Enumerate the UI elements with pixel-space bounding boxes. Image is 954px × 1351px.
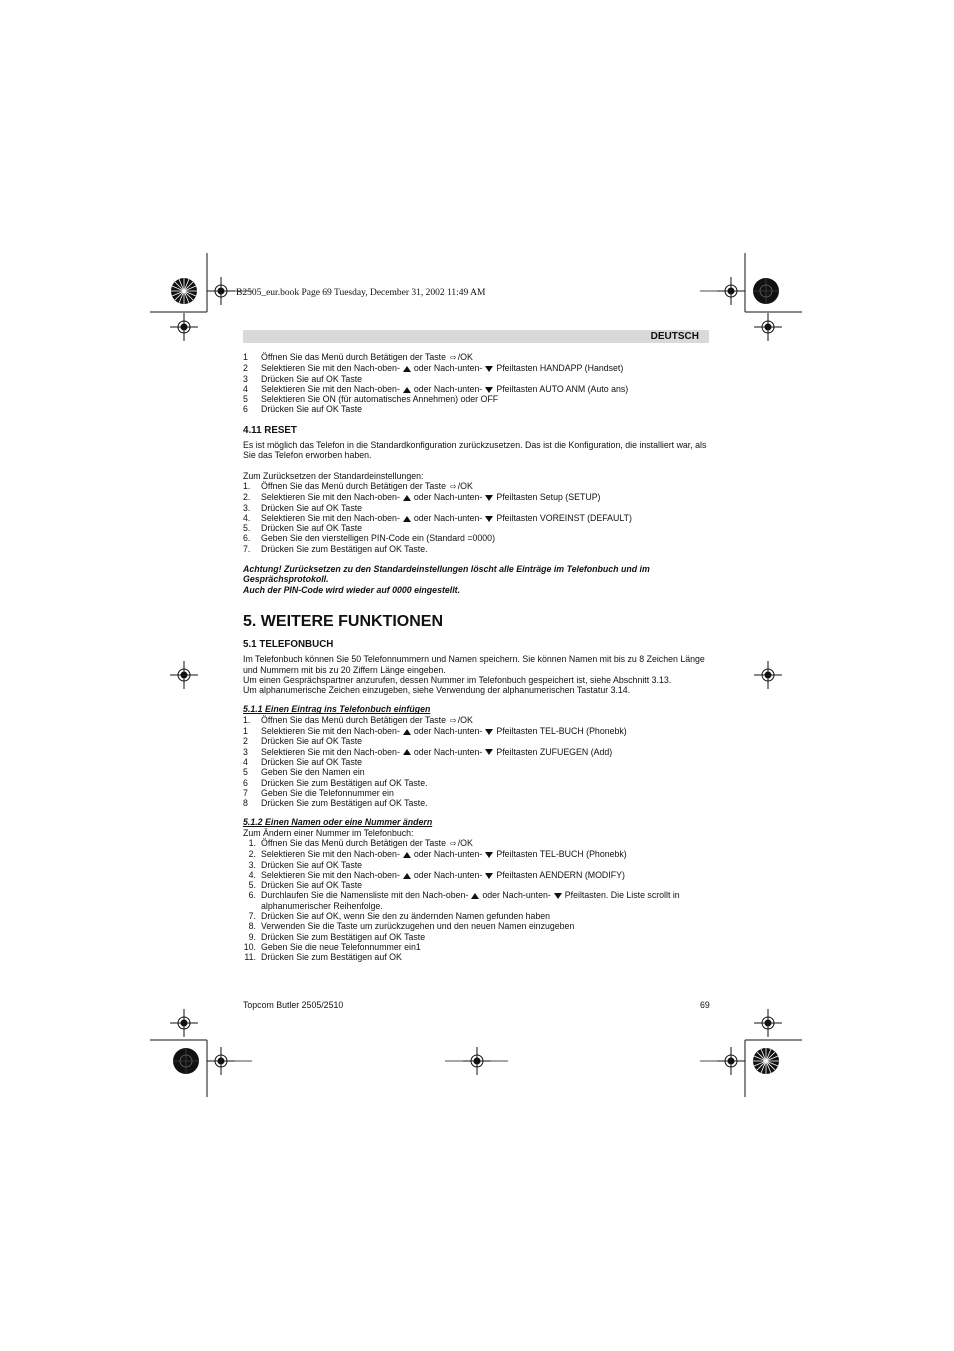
step-text-content: Drücken Sie zum Bestätigen auf OK Taste xyxy=(261,931,426,942)
step-text-m: oder Nach-unten- xyxy=(413,492,483,503)
step-text-content: Drücken Sie zum Bestätigen auf OK Taste. xyxy=(261,777,428,788)
step-text xyxy=(261,767,713,777)
step-text xyxy=(261,481,713,492)
menu-key-icon: ⇨ xyxy=(450,838,457,848)
arrow-down-icon xyxy=(485,873,493,879)
phonebook-call-note: Um einen Gesprächspartner anzurufen, dessen Nummer im Telefonbuch gespeichert ist, siehe Abschnitt 3.13. xyxy=(243,674,672,685)
step-text xyxy=(261,533,713,543)
step-text-content: Drücken Sie auf OK Taste xyxy=(261,859,363,870)
list-item xyxy=(243,492,713,502)
step-text-content: Drücken Sie auf OK Taste xyxy=(261,523,363,534)
step-text-b: /OK xyxy=(457,837,473,848)
step-text-b: Pfeiltasten ZUFUEGEN (Add) xyxy=(496,746,613,757)
step-text xyxy=(261,503,713,513)
step-text xyxy=(261,384,713,394)
step-text-m: oder Nach-unten- xyxy=(413,363,483,374)
step-text xyxy=(261,394,713,404)
list-item xyxy=(243,481,713,492)
step-text-a: Selektieren Sie mit den Nach-oben- xyxy=(261,849,400,860)
arrow-up-icon xyxy=(403,495,411,501)
step-text-m: oder Nach-unten- xyxy=(413,849,483,860)
list-item xyxy=(243,394,713,404)
step-number: 4. xyxy=(243,512,251,523)
arrow-up-icon xyxy=(403,516,411,522)
list-item xyxy=(243,715,713,726)
step-text xyxy=(261,932,713,942)
arrow-down-icon xyxy=(554,893,562,899)
step-text-a: Öffnen Sie das Menü durch Betätigen der Taste xyxy=(261,837,447,848)
step-text-b: /OK xyxy=(457,352,473,362)
arrow-down-icon xyxy=(485,852,493,858)
step-text-b: Pfeiltasten TEL-BUCH (Phonebk) xyxy=(496,849,627,860)
step-text-b: Pfeiltasten VOREINST (DEFAULT) xyxy=(496,512,632,523)
list-item xyxy=(243,932,713,942)
arrow-up-icon xyxy=(403,366,411,372)
step-text-b: /OK xyxy=(457,480,473,491)
modify-lead: Zum Ändern einer Nummer im Telefonbuch: xyxy=(243,827,414,838)
step-text xyxy=(261,492,713,502)
arrow-down-icon xyxy=(485,516,493,522)
book-header-line: B2505_eur.book Page 69 Tuesday, December 31, 2002 11:49 AM xyxy=(236,288,486,298)
main-content xyxy=(243,352,713,963)
step-text xyxy=(261,880,713,890)
step-text-b: Pfeiltasten TEL-BUCH (Phonebk) xyxy=(496,726,627,737)
step-text-a: Selektieren Sie mit den Nach-oben- xyxy=(261,746,400,757)
list-item xyxy=(243,726,713,736)
step-text-m: oder Nach-unten- xyxy=(413,869,483,880)
reset-intro: Es ist möglich das Telefon in die Standardkonfiguration zurückzusetzen. Das ist die Konfiguration, die installiert war, als Sie das Telefon erworben haben. xyxy=(243,440,707,461)
step-text-content: Drücken Sie auf OK, wenn Sie den zu ändernden Namen gefunden haben xyxy=(261,911,551,922)
step-text-content: Geben Sie den vierstelligen PIN-Code ein (Standard =0000) xyxy=(261,533,495,544)
step-text-a: Selektieren Sie mit den Nach-oben- xyxy=(261,869,400,880)
reset-lead: Zum Zurücksetzen der Standardeinstellungen: xyxy=(243,470,424,481)
list-item xyxy=(243,363,713,373)
list-item xyxy=(243,757,713,767)
list-item xyxy=(243,798,713,808)
list-item xyxy=(243,523,713,533)
step-text xyxy=(261,911,713,921)
menu-key-icon: ⇨ xyxy=(450,715,457,725)
list-item xyxy=(243,533,713,543)
step-text-content: Geben Sie die Telefonnummer ein xyxy=(261,787,394,798)
step-text xyxy=(261,726,713,736)
step-text-content: Geben Sie den Namen ein xyxy=(261,767,365,778)
list-item xyxy=(243,942,713,952)
step-number: 3 xyxy=(243,746,248,757)
step-text-a: Selektieren Sie mit den Nach-oben- xyxy=(261,363,400,374)
step-text xyxy=(261,736,713,746)
list-item xyxy=(243,513,713,523)
step-text xyxy=(261,942,713,952)
step-number: 11. xyxy=(244,952,256,963)
step-number: 2 xyxy=(243,363,248,374)
list-item xyxy=(243,870,713,880)
arrow-up-icon xyxy=(471,893,479,899)
step-text xyxy=(261,952,713,962)
list-item xyxy=(243,921,713,931)
step-text-content: Verwenden Sie die Taste um zurückzugehen und den neuen Namen einzugeben xyxy=(261,921,575,932)
arrow-down-icon xyxy=(485,366,493,372)
step-text xyxy=(261,838,713,849)
step-number: 1. xyxy=(243,480,251,491)
step-text xyxy=(261,757,713,767)
step-text-m: oder Nach-unten- xyxy=(413,726,483,737)
step-text-content: Drücken Sie zum Bestätigen auf OK Taste. xyxy=(261,798,428,809)
step-text xyxy=(261,778,713,788)
step-number: 2. xyxy=(243,492,251,503)
step-number: 10. xyxy=(243,941,256,952)
subsection-title-add: 5.1.1 Einen Eintrag ins Telefonbuch einfügen xyxy=(243,704,431,715)
step-number: 4 xyxy=(243,383,248,394)
step-text-content: Drücken Sie auf OK Taste xyxy=(261,404,363,415)
step-number: 3 xyxy=(243,373,248,384)
step-number: 1. xyxy=(243,714,251,725)
step-number: 4. xyxy=(248,869,256,880)
modify-steps-list xyxy=(243,838,713,963)
step-text xyxy=(261,523,713,533)
step-text xyxy=(261,715,713,726)
step-text-m: oder Nach-unten- xyxy=(482,890,551,901)
list-item xyxy=(243,374,713,384)
step-text xyxy=(261,404,713,414)
phonebook-alpha-note: Um alphanumerische Zeichen einzugeben, siehe Verwendung der alphanumerischen Tastatur 3.14. xyxy=(243,685,631,696)
list-item xyxy=(243,849,713,859)
step-text xyxy=(261,870,713,880)
step-number: 8. xyxy=(248,921,256,932)
step-number: 7. xyxy=(243,543,251,554)
menu-key-icon: ⇨ xyxy=(450,481,457,491)
step-number: 1 xyxy=(243,726,248,737)
step-number: 6. xyxy=(243,533,251,544)
step-text-b: Pfeiltasten AUTO ANM (Auto ans) xyxy=(496,383,629,394)
arrow-down-icon xyxy=(485,749,493,755)
step-text-b: Pfeiltasten HANDAPP (Handset) xyxy=(496,363,624,374)
footer-page-number: 69 xyxy=(700,1000,710,1010)
step-text-a: Selektieren Sie mit den Nach-oben- xyxy=(261,383,400,394)
step-number: 6 xyxy=(243,404,248,415)
step-number: 1. xyxy=(248,837,256,848)
step-number: 2 xyxy=(243,736,248,747)
add-steps-list xyxy=(243,715,713,809)
step-text-a: Öffnen Sie das Menü durch Betätigen der Taste xyxy=(261,714,447,725)
arrow-up-icon xyxy=(403,749,411,755)
list-item xyxy=(243,404,713,414)
step-text xyxy=(261,747,713,757)
subsection-title-modify: 5.1.2 Einen Namen oder eine Nummer ändern xyxy=(243,817,433,828)
step-text-content: Drücken Sie zum Bestätigen auf OK Taste. xyxy=(261,543,428,554)
language-label: DEUTSCH xyxy=(650,331,699,342)
list-item xyxy=(243,788,713,798)
step-text xyxy=(261,544,713,554)
step-text-a: Öffnen Sie das Menü durch Betätigen der Taste xyxy=(261,352,447,362)
step-text xyxy=(261,788,713,798)
step-text-b: Pfeiltasten AENDERN (MODIFY) xyxy=(496,869,625,880)
step-number: 1 xyxy=(243,352,248,362)
chapter-title: 5. WEITERE FUNKTIONEN xyxy=(243,612,444,630)
steps-top-list xyxy=(243,352,713,415)
step-text xyxy=(261,798,713,808)
step-text-b: /OK xyxy=(457,714,473,725)
step-number: 3. xyxy=(243,502,251,513)
step-text xyxy=(261,374,713,384)
arrow-up-icon xyxy=(403,852,411,858)
step-text-b: Pfeiltasten. Die Liste scrollt in alphanumerischer Reihenfolge. xyxy=(261,890,680,911)
step-text-b: Pfeiltasten Setup (SETUP) xyxy=(496,492,601,503)
arrow-up-icon xyxy=(403,873,411,879)
list-item xyxy=(243,890,713,911)
step-number: 5 xyxy=(243,394,248,405)
reset-steps-list xyxy=(243,481,713,554)
list-item xyxy=(243,503,713,513)
list-item xyxy=(243,384,713,394)
step-number: 6. xyxy=(248,890,256,901)
section-title-reset: 4.11 RESET xyxy=(243,424,297,436)
step-number: 9. xyxy=(248,931,256,942)
step-number: 5. xyxy=(248,880,256,891)
step-text-content: Drücken Sie auf OK Taste xyxy=(261,880,363,891)
list-item xyxy=(243,838,713,849)
step-text xyxy=(261,921,713,931)
list-item xyxy=(243,736,713,746)
reset-warning-pin: Auch der PIN-Code wird wieder auf 0000 eingestellt. xyxy=(243,584,461,595)
list-item xyxy=(243,544,713,554)
arrow-down-icon xyxy=(485,387,493,393)
step-text xyxy=(261,363,713,373)
step-text-a: Selektieren Sie mit den Nach-oben- xyxy=(261,726,400,737)
step-text-content: Selektieren Sie ON (für automatisches Annehmen) oder OFF xyxy=(261,394,499,405)
step-text-content: Drücken Sie auf OK Taste xyxy=(261,756,363,767)
step-number: 5 xyxy=(243,767,248,778)
step-number: 5. xyxy=(243,523,251,534)
list-item xyxy=(243,911,713,921)
footer-product: Topcom Butler 2505/2510 xyxy=(243,1000,344,1010)
step-text-content: Drücken Sie auf OK Taste xyxy=(261,736,363,747)
step-text xyxy=(261,352,713,363)
step-text-m: oder Nach-unten- xyxy=(413,383,483,394)
list-item xyxy=(243,952,713,962)
step-text-m: oder Nach-unten- xyxy=(413,512,483,523)
list-item xyxy=(243,778,713,788)
arrow-down-icon xyxy=(485,495,493,501)
step-number: 6 xyxy=(243,777,248,788)
step-text xyxy=(261,513,713,523)
step-number: 8 xyxy=(243,798,248,809)
phonebook-intro: Im Telefonbuch können Sie 50 Telefonnummern und Namen speichern. Sie können Namen mit bis zu 8 Zeichen Länge und Nummern mit bis zu 20 Ziffern Länge eingeben. xyxy=(243,654,705,675)
step-text-m: oder Nach-unten- xyxy=(413,746,483,757)
step-number: 7. xyxy=(248,911,256,922)
step-text-content: Drücken Sie auf OK Taste xyxy=(261,373,363,384)
step-text-a: Selektieren Sie mit den Nach-oben- xyxy=(261,492,400,503)
language-bar xyxy=(243,330,709,343)
menu-key-icon: ⇨ xyxy=(450,353,457,362)
reset-warning: Achtung! Zurücksetzen zu den Standardeinstellungen löscht alle Einträge im Telefonbuch und im Gesprächsprotokoll. xyxy=(243,564,650,585)
step-number: 2. xyxy=(248,849,256,860)
step-text-a: Durchlaufen Sie die Namensliste mit den Nach-oben- xyxy=(261,890,469,901)
section-title-telefonbuch: 5.1 TELEFONBUCH xyxy=(243,638,334,650)
list-item xyxy=(243,880,713,890)
list-item xyxy=(243,860,713,870)
arrow-up-icon xyxy=(403,387,411,393)
step-text-content: Drücken Sie auf OK Taste xyxy=(261,502,363,513)
step-text xyxy=(261,849,713,859)
list-item xyxy=(243,767,713,777)
step-text xyxy=(261,890,713,911)
list-item xyxy=(243,352,713,363)
arrow-down-icon xyxy=(485,729,493,735)
step-text-a: Selektieren Sie mit den Nach-oben- xyxy=(261,512,400,523)
step-text-a: Öffnen Sie das Menü durch Betätigen der Taste xyxy=(261,480,447,491)
step-text xyxy=(261,860,713,870)
arrow-up-icon xyxy=(403,729,411,735)
list-item xyxy=(243,747,713,757)
step-text-content: Geben Sie die neue Telefonnummer ein1 xyxy=(261,941,421,952)
step-number: 4 xyxy=(243,756,248,767)
step-text-content: Drücken Sie zum Bestätigen auf OK xyxy=(261,952,402,963)
step-number: 3. xyxy=(248,859,256,870)
step-number: 7 xyxy=(243,787,248,798)
